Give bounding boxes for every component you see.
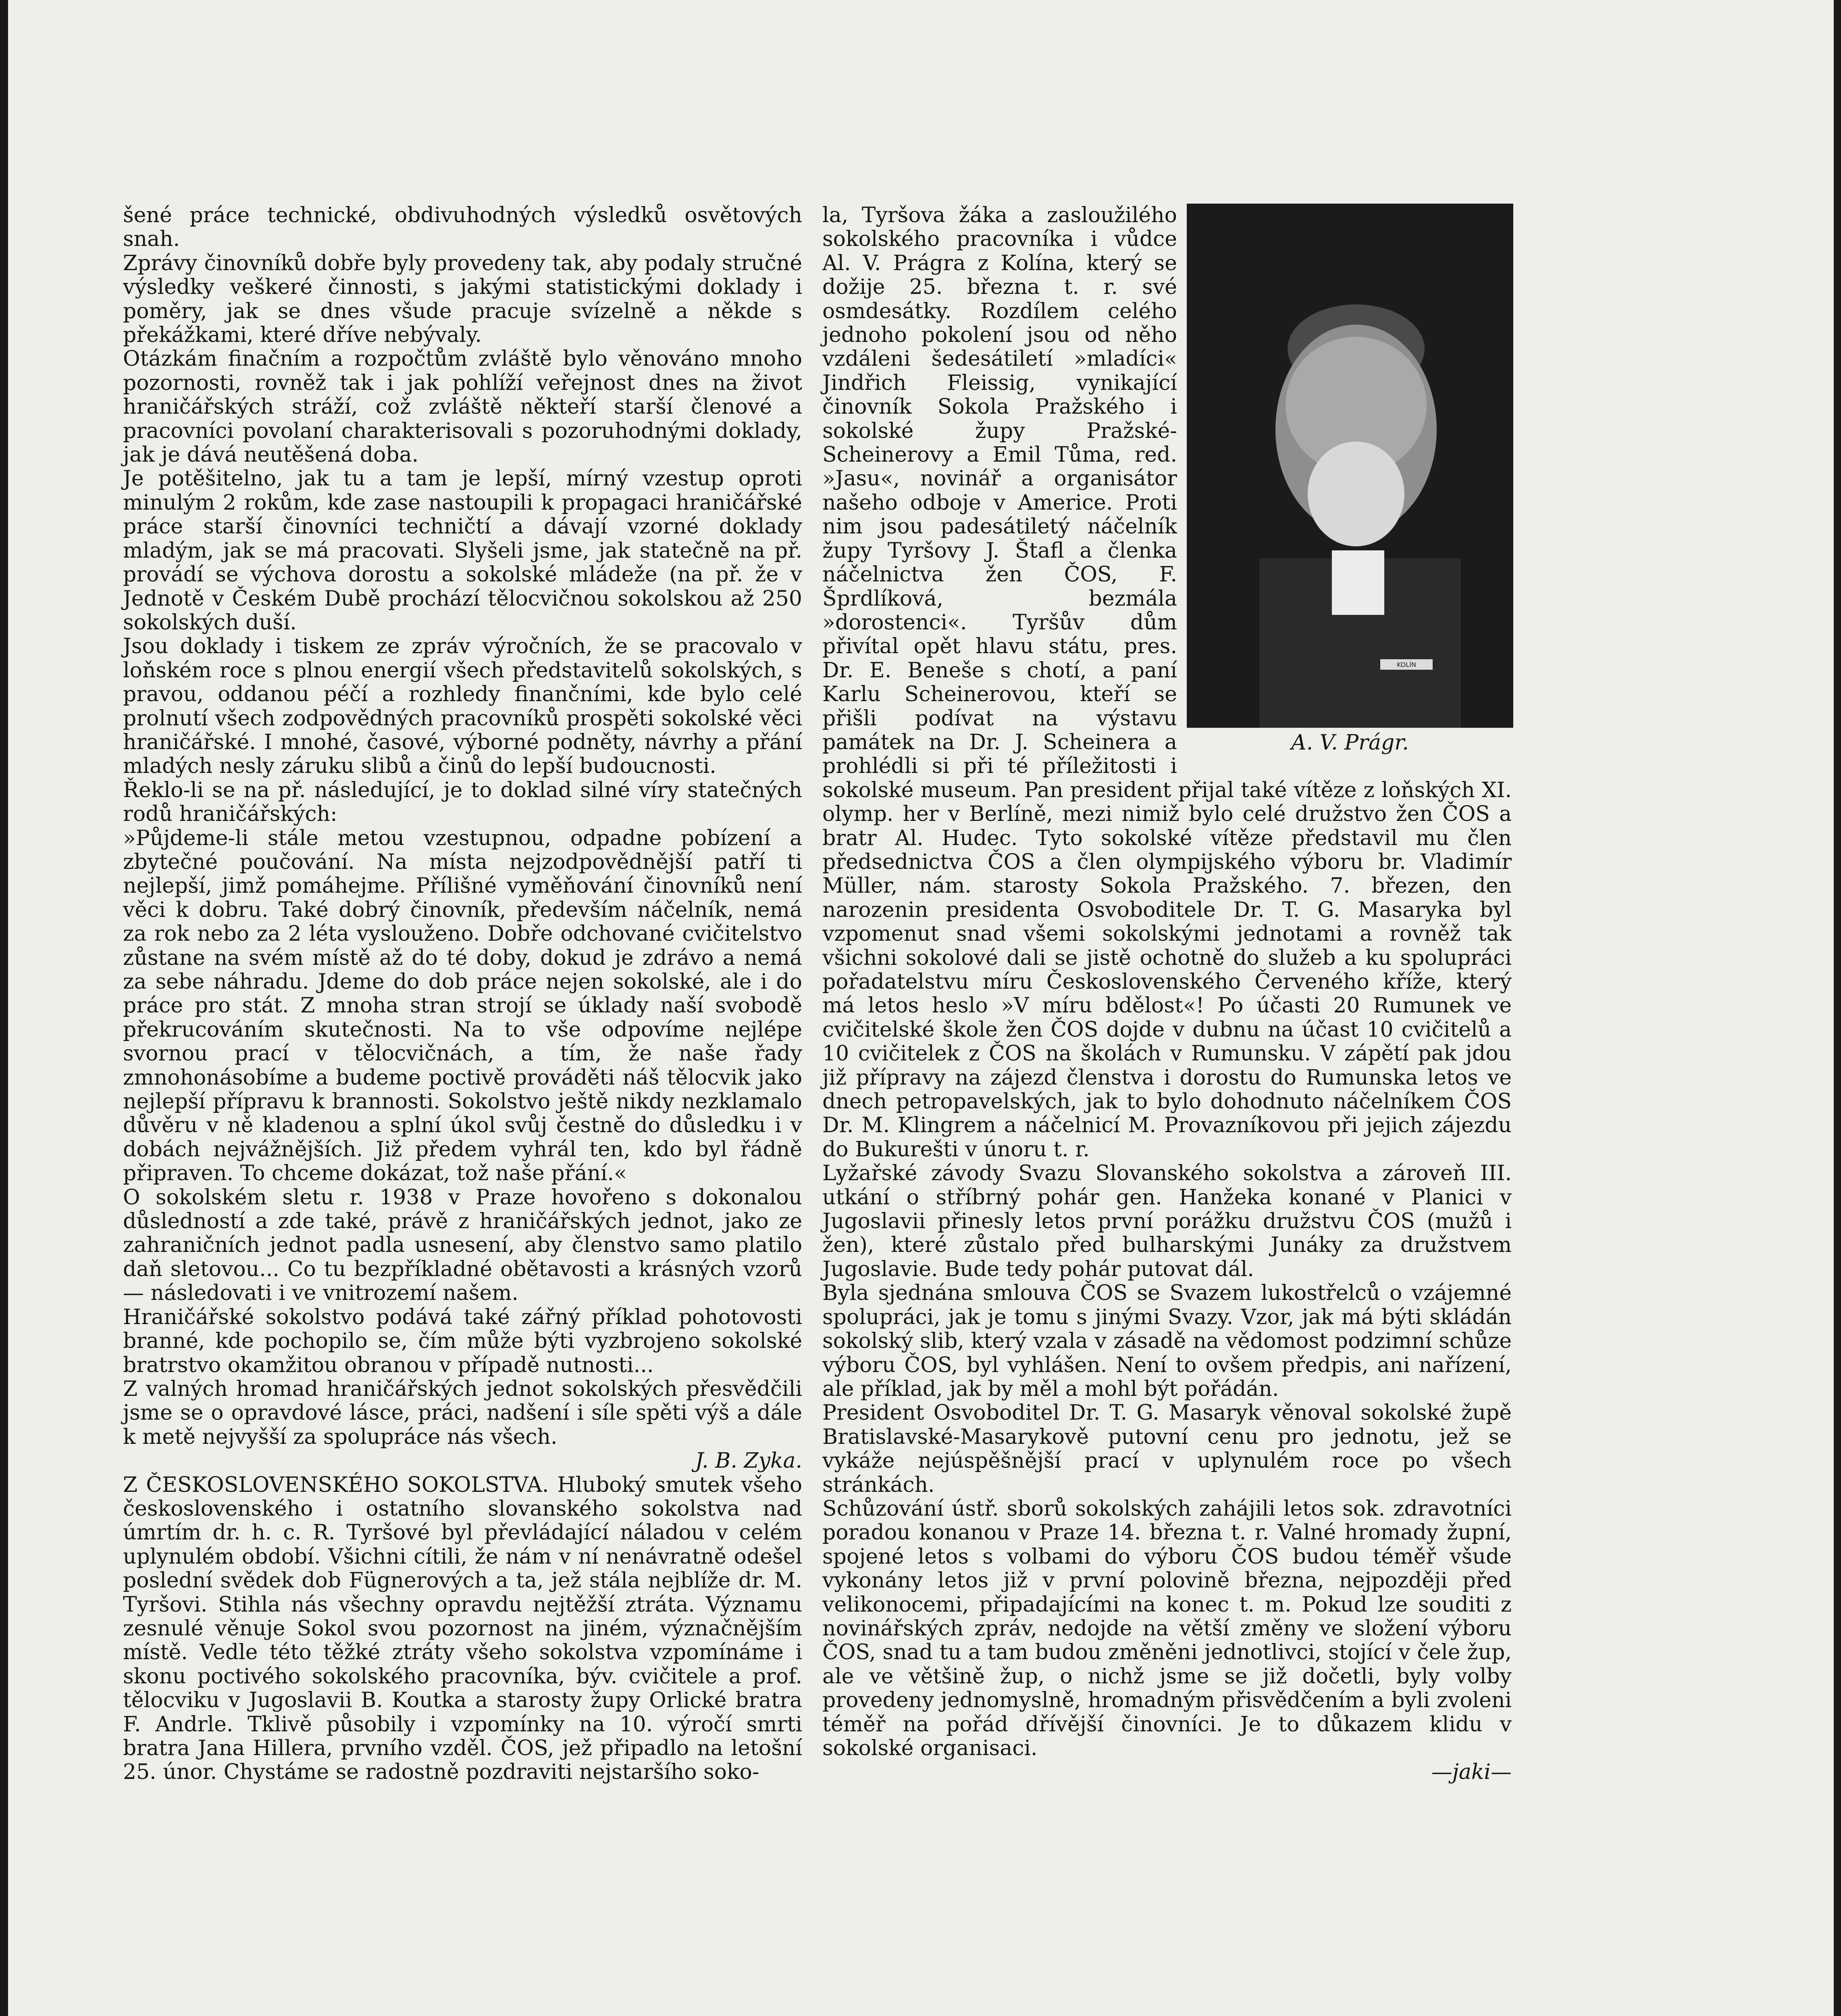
right-signature: —jaki— [1431,1760,1512,1785]
right-paragraph: Lyžařské závody Svazu Slovanského sokolstva a zároveň III. utkání o stříbrný pohár gen. Hanžeka konané v Planici v Jugoslavii přinesly letos první porážku družstvu ČOS (mužů i žen), které zůstalo před bulharskými Junáky za družstvem Jugoslavie. Bude tedy pohár putovat dál. [822,1161,1512,1281]
left-signature: J. B. Zyka. [695,1449,802,1473]
left-paragraph: Jsou doklady i tiskem ze zpráv výročních, že se pracovalo v loňském roce s plnou energií všech představitelů sokolských, s pravou, oddanou péčí a rozhledy finančními, kde bylo celé prolnutí všech zodpovědných pracovníků prospěti sokolské věci hraničářské. I mnohé, časové, výborné podněty, návrhy a přání mladých nesly záruku slibů a činů do lepší budoucnosti. [123,634,802,779]
scan-edge-left [0,0,8,2016]
portrait-photo [1187,204,1513,728]
right-paragraph: la, Tyršova žáka a zasloužilého sokolského pracovníka i vůdce Al. V. Prágra z Kolína, který se dožije 25. března t. r. své osmdesátky. Rozdílem celého jednoho pokolení jsou od něho vzdáleni šedesátiletí »mladíci« Jindřich Fleissig, vynikající činovník Sokola Pražského i sokolské župy Pražské-Scheinerovy a Emil Tůma, red. »Jasu«, novinář a organisátor našeho odboje v Americe. Proti nim jsou padesátiletý náčelník župy Tyršovy J. Štafl a členka náčelnictva žen ČOS, F. Šprdlíková, bezmála »dorostenci«. Tyršův dům přivítal opět hlavu státu, pres. Dr. E. Beneše s chotí, a paní Karlu Scheinerovou, kteří se přišli podívat na výstavu památek na Dr. J. Scheinera a prohlédli si při té příležitosti i sokolské museum. Pan president přijal také vítěze z loňských XI. olymp. her v Berlíně, mezi nimiž bylo celé družstvo žen ČOS a bratr Al. Hudec. Tyto sokolské vítěze představil mu člen předsednictva ČOS a člen olympijského výboru br. Vladimír Müller, nám. starosty Sokola Pražského. 7. březen, den narozenin presidenta Osvoboditele Dr. T. G. Masaryka byl vzpomenut snad všemi sokolskými jednotami a rovněž tak všichni sokolové dali se jistě ochotně do služeb a ku spolupráci pořadatelstvu míru Československého Červeného kříže, který má letos heslo »V míru bdělost«! Po účasti 20 Rumunek ve cvičitelské škole žen ČOS dojde v dubnu na účast 10 cvičitelů a 10 cvičitelek z ČOS na školách v Rumunsku. V zápětí pak jdou již přípravy na zájezd členstva i dorostu do Rumunska letos ve dnech petropavelských, jak to bylo dohodnuto náčelníkem ČOS Dr. M. Klingrem a náčelnicí M. Provazníkovou při jejich zájezdu do Bukurešti v únoru t. r. [822,203,1512,1162]
left-paragraph: Zprávy činovníků dobře byly provedeny tak, aby podaly stručné výsledky veškeré činnosti, s jakými statistickými doklady i poměry, jak se dnes všude pracuje svízelně a někde s překážkami, které dříve nebývaly. [123,251,802,348]
left-paragraph: Z valných hromad hraničářských jednot sokolských přesvědčili jsme se o opravdové lásce, práci, nadšení i síle spěti výš a dále k metě nejvyšší za spolupráce nás všech. [123,1377,802,1449]
left-paragraph: O sokolském sletu r. 1938 v Praze hovořeno s dokonalou důsledností a zde také, právě z hraničářských jednot, jako ze zahraničních jednot padla usnesení, aby členstvo samo platilo daň sletovou... Co tu bezpříkladné obětavosti a krásných vzorů — následovati i ve vnitrozemí našem. [123,1185,802,1306]
portrait-figure [1187,204,1513,755]
left-paragraph: Otázkám finačním a rozpočtům zvláště bylo věnováno mnoho pozornosti, rovněž tak i jak pohlíží veřejnost dnes na život hraničářských stráží, což zvláště někteří starší členové a pracovníci povolaní charakterisovali s pozoruhodnými doklady, jak je dává neutěšená doba. [123,347,802,467]
photo-caption: A. V. Prágr. [1291,731,1409,755]
right-column [822,204,1512,1785]
left-paragraph: Řeklo-li se na př. následující, je to doklad silné víry statečných rodů hraničářských: [123,778,802,827]
left-paragraph: Je potěšitelno, jak tu a tam je lepší, mírný vzestup oproti minulým 2 rokům, kde zase nastoupili k propagaci hraničářské práce starší činovníci techničtí a dávají vzorné doklady mladým, jak se má pracovati. Slyšeli jsme, jak statečně na př. provádí se výchova dorostu a sokolské mládeže (na př. že v Jednotě v Českém Dubě prochází tělocvičnou sokolskou až 250 sokolských duší. [123,467,802,635]
scan-edge-right [1834,0,1841,2016]
left-paragraph: Hraničářské sokolstvo podává také zářný příklad pohotovosti branné, kde pochopilo se, čím může býti vyzbrojeno sokolské bratrstvo okamžitou obranou v případě nutnosti... [123,1305,802,1377]
right-paragraph: President Osvoboditel Dr. T. G. Masaryk věnoval sokolské župě Bratislavské-Masarykově putovní cenu pro jednotu, jež se vykáže nejúspěšnější prací v uplynulém roce po všech stránkách. [822,1401,1512,1497]
right-paragraph: Schůzování ústř. sborů sokolských zahájili letos sok. zdravotníci poradou konanou v Praze 14. března t. r. Valné hromady župní, spojené letos s volbami do výboru ČOS budou téměř všude vykonány letos již v první polovině března, nejpozději před velikonocemi, připadajícími na konec t. m. Pokud lze souditi z novinářských zpráv, nedojde na větší změny ve složení výboru ČOS, snad tu a tam budou změněni jednotlivci, stojící v čele žup, ale ve většině žup, o nichž jsme se již dočetli, byly volby provedeny jednomyslně, hromadným přisvědčením a byli zvoleni téměř na pořád dřívější činovníci. Je to důkazem klidu v sokolské organisaci. [822,1496,1512,1760]
photo-stamp: KOLÍN [1397,661,1416,669]
left-paragraph: »Půjdeme-li stále metou vzestupnou, odpadne pobízení a zbytečné poučování. Na místa nejzodpovědnější patří ti nejlepší, jimž pomáhejme. Přílišné vyměňování činovníků není věci k dobru. Také dobrý činovník, především náčelník, nemá za rok nebo za 2 léta vyslouženo. Dobře odchované cvičitelstvo zůstane na svém místě až do té doby, dokud je zdrávo a nemá za sebe náhradu. Jdeme do dob práce nejen sokolské, ale i do práce pro stát. Z mnoha stran strojí se úklady naší svobodě překrucováním skutečnosti. Na to vše odpovíme nejlépe svornou prací v tělocvičnách, a tím, že naše řady zmnohonásobíme a budeme poctivě prováděti náš tělocvik jako nejlepší přípravu k brannosti. Sokolstvo ještě nikdy nezklamalo důvěru v ně kladenou a splní úkol svůj čestně do důsledku i v dobách nejvážnějších. Již předem vyhrál ten, kdo byl řádně připraven. To chceme dokázat, tož naše přání.« [123,826,802,1186]
right-paragraph: Byla sjednána smlouva ČOS se Svazem lukostřelců o vzájemné spolupráci, jak je tomu s jinými Svazy. Vzor, jak má býti skládán sokolský slib, který vzala v zásadě na vědomost podzimní schůze výboru ČOS, byl vyhlášen. Není to ovšem předpis, ani nařízení, ale příklad, jak by měl a mohl být pořádán. [822,1281,1512,1401]
left-column [123,204,802,1785]
portrait-image [1187,204,1513,728]
left-paragraph: šené práce technické, obdivuhodných výsledků osvětových snah. [123,203,802,252]
left-paragraph: Z ČESKOSLOVENSKÉHO SOKOLSTVA. Hluboký smutek všeho československého i ostatního slovanského sokolstva nad úmrtím dr. h. c. R. Tyršové byl převládající náladou v celém uplynulém období. Všichni cítili, že nám v ní nenávratně odešel poslední svědek dob Fügnerových a ta, jež stála nejblíže dr. M. Tyršovi. Stihla nás všechny opravdu nejtěžší ztráta. Významu zesnulé věnuje Sokol svou pozornost na jiném, význačnějším místě. Vedle této těžké ztráty všeho sokolstva vzpomínáme i skonu poctivého sokolského pracovníka, býv. cvičitele a prof. tělocviku v Jugoslavii B. Koutka a starosty župy Orlické bratra F. Andrle. Tklivě působily i vzpomínky na 10. výročí smrti bratra Jana Hillera, prvního vzděl. ČOS, jež připadlo na letošní 25. únor. Chystáme se radostně pozdraviti nejstaršího soko- [123,1472,802,1785]
